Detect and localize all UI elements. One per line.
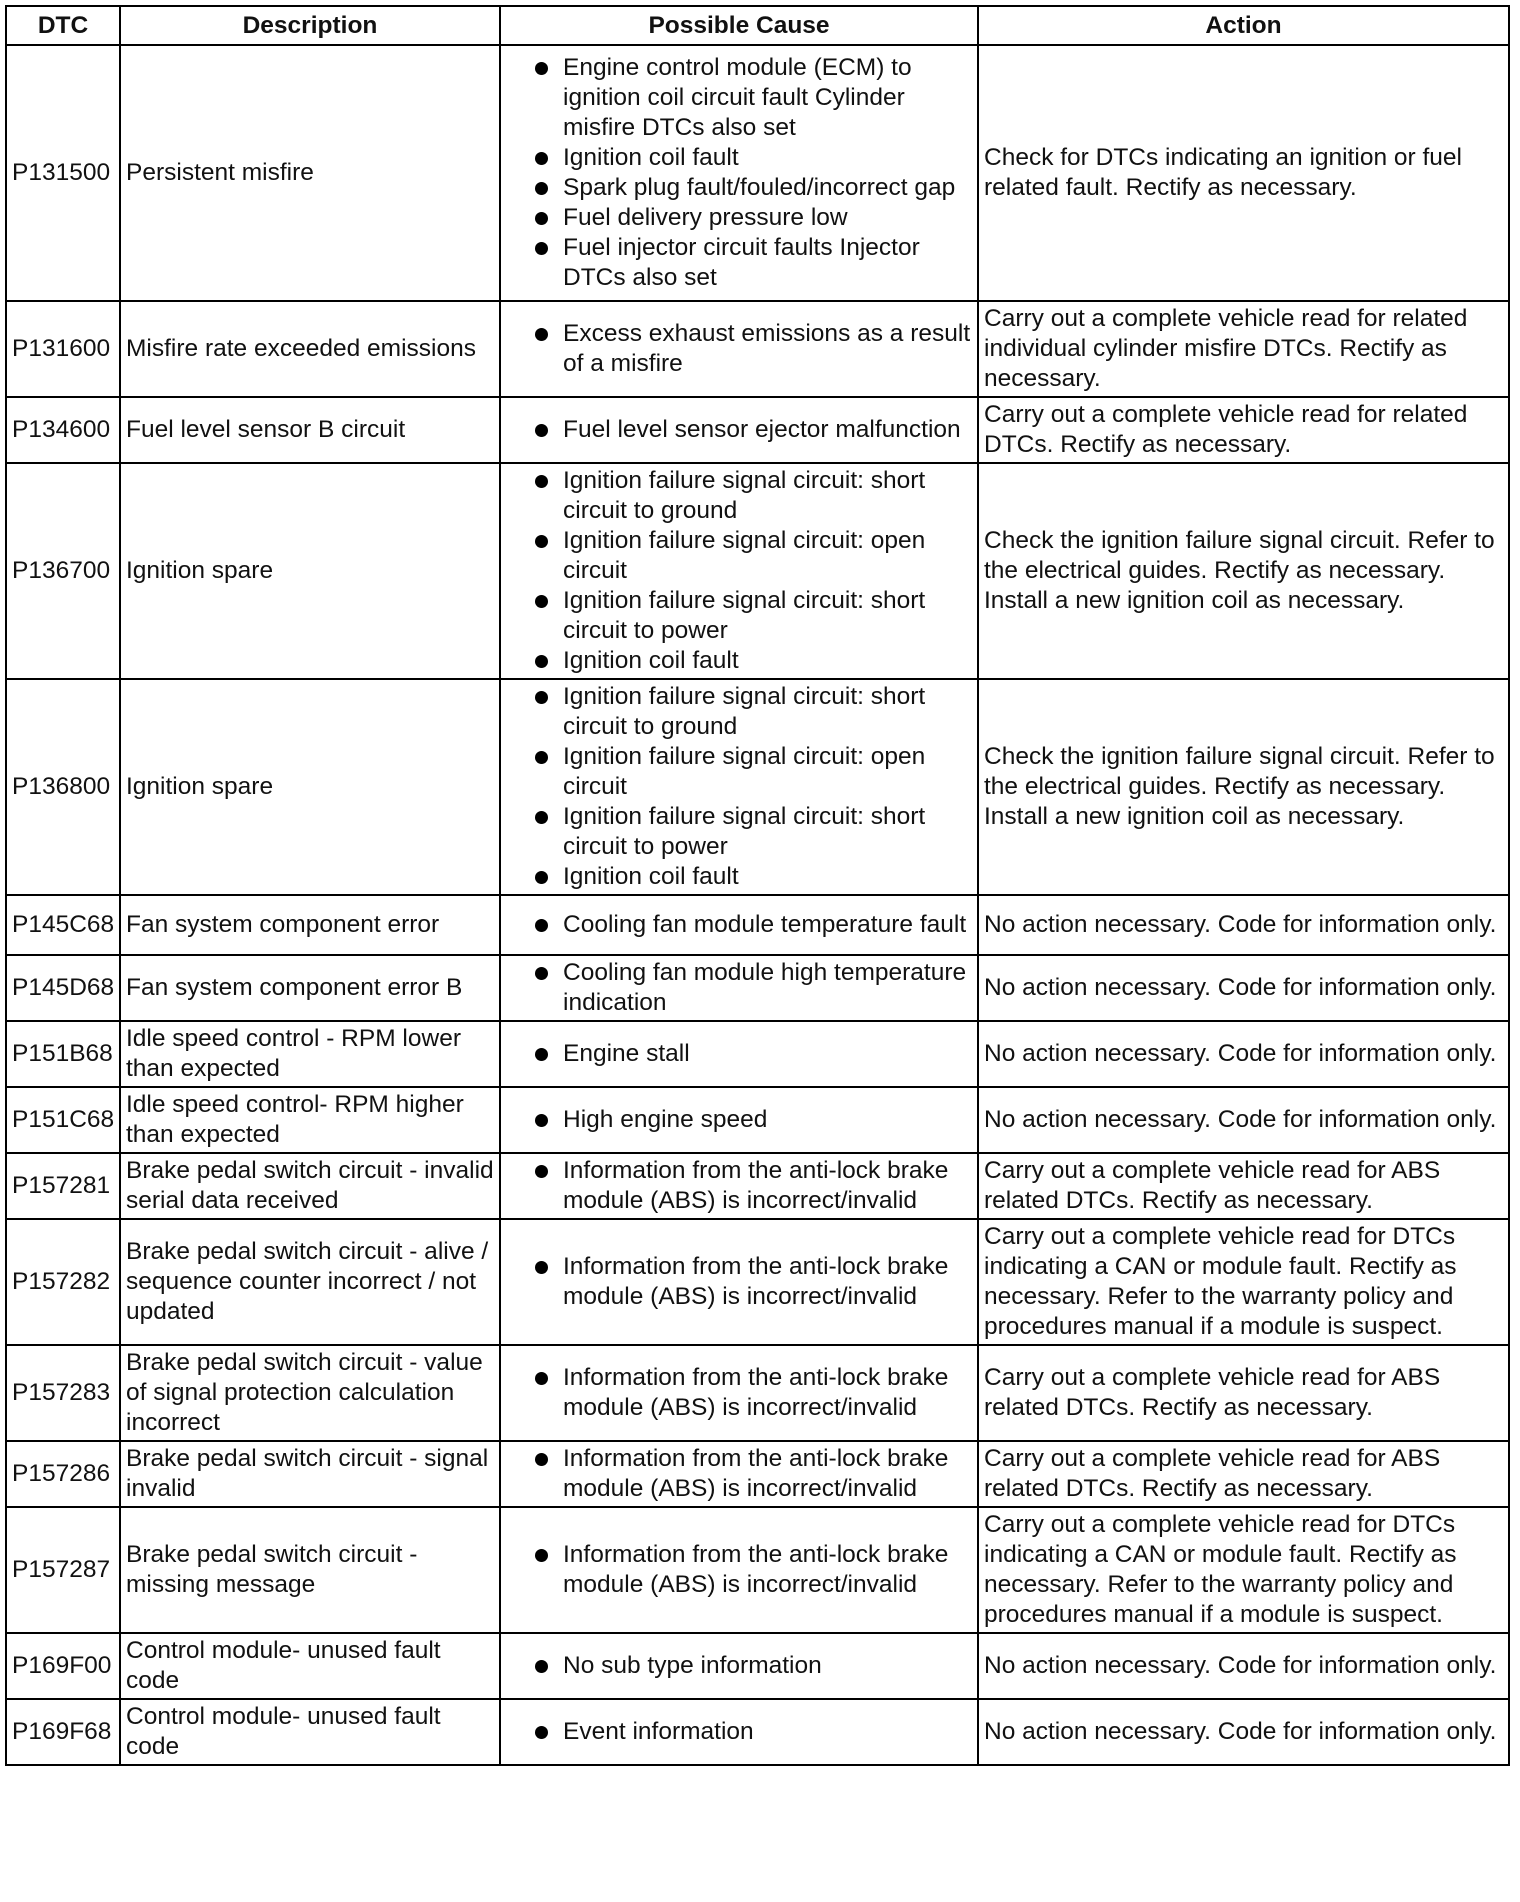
- cause-item: Information from the anti-lock brake module (ABS) is incorrect/invalid: [506, 1363, 972, 1423]
- table-header-row: [6, 6, 1509, 45]
- dtc-code: P136800: [6, 679, 120, 895]
- header-description: Description: [120, 6, 500, 45]
- dtc-description: Control module- unused fault code: [120, 1633, 500, 1699]
- cause-item: Cooling fan module high temperature indication: [506, 958, 972, 1018]
- action-text: No action necessary. Code for information only.: [978, 895, 1509, 955]
- possible-cause-cell: [500, 1021, 978, 1087]
- action-text: Check the ignition failure signal circuit. Refer to the electrical guides. Rectify as necessary. Install a new ignition coil as necessary.: [978, 463, 1509, 679]
- table-row: [6, 1087, 1509, 1153]
- cause-item: Ignition failure signal circuit: open circuit: [506, 526, 972, 586]
- cause-list: [506, 1105, 972, 1135]
- header-dtc: DTC: [6, 6, 120, 45]
- cause-list: [506, 1717, 972, 1747]
- dtc-description: Idle speed control - RPM lower than expected: [120, 1021, 500, 1087]
- cause-list: [506, 319, 972, 379]
- cause-list: [506, 1363, 972, 1423]
- possible-cause-cell: [500, 1087, 978, 1153]
- cause-item: Information from the anti-lock brake module (ABS) is incorrect/invalid: [506, 1444, 972, 1504]
- cause-item: Event information: [506, 1717, 972, 1747]
- cause-item: Ignition coil fault: [506, 862, 972, 892]
- possible-cause-cell: [500, 301, 978, 397]
- table-row: [6, 1219, 1509, 1345]
- possible-cause-cell: [500, 463, 978, 679]
- dtc-table: [5, 5, 1510, 1766]
- cause-list: [506, 958, 972, 1018]
- dtc-code: P157286: [6, 1441, 120, 1507]
- dtc-description: Brake pedal switch circuit - missing message: [120, 1507, 500, 1633]
- cause-list: [506, 1444, 972, 1504]
- cause-item: Excess exhaust emissions as a result of a misfire: [506, 319, 972, 379]
- dtc-code: P145D68: [6, 955, 120, 1021]
- cause-list: [506, 1540, 972, 1600]
- table-row: [6, 955, 1509, 1021]
- possible-cause-cell: [500, 1219, 978, 1345]
- table-row: [6, 1507, 1509, 1633]
- cause-item: Engine stall: [506, 1039, 972, 1069]
- possible-cause-cell: [500, 679, 978, 895]
- cause-list: [506, 466, 972, 676]
- dtc-code: P169F00: [6, 1633, 120, 1699]
- cause-item: High engine speed: [506, 1105, 972, 1135]
- dtc-code: P157283: [6, 1345, 120, 1441]
- cause-item: Ignition failure signal circuit: open circuit: [506, 742, 972, 802]
- table-row: [6, 397, 1509, 463]
- dtc-code: P157282: [6, 1219, 120, 1345]
- cause-item: Information from the anti-lock brake module (ABS) is incorrect/invalid: [506, 1540, 972, 1600]
- cause-item: Information from the anti-lock brake module (ABS) is incorrect/invalid: [506, 1252, 972, 1312]
- header-action: Action: [978, 6, 1509, 45]
- cause-item: Fuel level sensor ejector malfunction: [506, 415, 972, 445]
- dtc-description: Brake pedal switch circuit - invalid serial data received: [120, 1153, 500, 1219]
- cause-item: Ignition failure signal circuit: short circuit to ground: [506, 466, 972, 526]
- cause-list: [506, 682, 972, 892]
- dtc-code: P151B68: [6, 1021, 120, 1087]
- possible-cause-cell: [500, 45, 978, 301]
- table-row: [6, 679, 1509, 895]
- cause-item: Cooling fan module temperature fault: [506, 910, 972, 940]
- cause-list: [506, 53, 972, 293]
- dtc-code: P169F68: [6, 1699, 120, 1765]
- action-text: Check the ignition failure signal circuit. Refer to the electrical guides. Rectify as necessary. Install a new ignition coil as necessary.: [978, 679, 1509, 895]
- possible-cause-cell: [500, 1699, 978, 1765]
- cause-item: Ignition coil fault: [506, 143, 972, 173]
- cause-list: [506, 1252, 972, 1312]
- action-text: No action necessary. Code for information only.: [978, 1087, 1509, 1153]
- action-text: No action necessary. Code for information only.: [978, 1021, 1509, 1087]
- cause-item: Ignition failure signal circuit: short circuit to power: [506, 586, 972, 646]
- cause-list: [506, 415, 972, 445]
- dtc-code: P151C68: [6, 1087, 120, 1153]
- action-text: Carry out a complete vehicle read for DTCs indicating a CAN or module fault. Rectify as necessary. Refer to the warranty policy and procedures manual if a module is suspect.: [978, 1219, 1509, 1345]
- table-row: [6, 1021, 1509, 1087]
- action-text: Carry out a complete vehicle read for ABS related DTCs. Rectify as necessary.: [978, 1441, 1509, 1507]
- dtc-code: P157281: [6, 1153, 120, 1219]
- dtc-description: Persistent misfire: [120, 45, 500, 301]
- action-text: No action necessary. Code for information only.: [978, 955, 1509, 1021]
- dtc-code: P131600: [6, 301, 120, 397]
- action-text: Carry out a complete vehicle read for ABS related DTCs. Rectify as necessary.: [978, 1153, 1509, 1219]
- dtc-code: P136700: [6, 463, 120, 679]
- table-row: [6, 301, 1509, 397]
- table-row: [6, 1441, 1509, 1507]
- cause-item: Fuel injector circuit faults Injector DTCs also set: [506, 233, 972, 293]
- dtc-description: Fan system component error: [120, 895, 500, 955]
- action-text: Carry out a complete vehicle read for DTCs indicating a CAN or module fault. Rectify as necessary. Refer to the warranty policy and procedures manual if a module is suspect.: [978, 1507, 1509, 1633]
- dtc-description: Misfire rate exceeded emissions: [120, 301, 500, 397]
- cause-item: Fuel delivery pressure low: [506, 203, 972, 233]
- header-possible-cause: Possible Cause: [500, 6, 978, 45]
- table-row: [6, 1633, 1509, 1699]
- cause-list: [506, 910, 972, 940]
- dtc-code: P157287: [6, 1507, 120, 1633]
- cause-list: [506, 1651, 972, 1681]
- cause-item: Ignition coil fault: [506, 646, 972, 676]
- dtc-description: Ignition spare: [120, 463, 500, 679]
- action-text: Carry out a complete vehicle read for related DTCs. Rectify as necessary.: [978, 397, 1509, 463]
- dtc-description: Ignition spare: [120, 679, 500, 895]
- possible-cause-cell: [500, 1507, 978, 1633]
- dtc-description: Brake pedal switch circuit - signal invalid: [120, 1441, 500, 1507]
- cause-item: Engine control module (ECM) to ignition coil circuit fault Cylinder misfire DTCs also set: [506, 53, 972, 143]
- dtc-description: Brake pedal switch circuit - alive / sequence counter incorrect / not updated: [120, 1219, 500, 1345]
- cause-item: Ignition failure signal circuit: short circuit to power: [506, 802, 972, 862]
- possible-cause-cell: [500, 895, 978, 955]
- table-row: [6, 895, 1509, 955]
- table-body: [6, 45, 1509, 1765]
- dtc-code: P145C68: [6, 895, 120, 955]
- cause-item: No sub type information: [506, 1651, 972, 1681]
- table-row: [6, 1153, 1509, 1219]
- dtc-code: P134600: [6, 397, 120, 463]
- cause-item: Information from the anti-lock brake module (ABS) is incorrect/invalid: [506, 1156, 972, 1216]
- cause-list: [506, 1039, 972, 1069]
- cause-list: [506, 1156, 972, 1216]
- dtc-code: P131500: [6, 45, 120, 301]
- table-row: [6, 1345, 1509, 1441]
- table-row: [6, 45, 1509, 301]
- possible-cause-cell: [500, 1153, 978, 1219]
- table-row: [6, 1699, 1509, 1765]
- table-row: [6, 463, 1509, 679]
- possible-cause-cell: [500, 1441, 978, 1507]
- action-text: Carry out a complete vehicle read for ABS related DTCs. Rectify as necessary.: [978, 1345, 1509, 1441]
- cause-item: Ignition failure signal circuit: short circuit to ground: [506, 682, 972, 742]
- possible-cause-cell: [500, 1345, 978, 1441]
- dtc-description: Fan system component error B: [120, 955, 500, 1021]
- dtc-description: Control module- unused fault code: [120, 1699, 500, 1765]
- dtc-description: Idle speed control- RPM higher than expected: [120, 1087, 500, 1153]
- action-text: No action necessary. Code for information only.: [978, 1699, 1509, 1765]
- dtc-description: Fuel level sensor B circuit: [120, 397, 500, 463]
- possible-cause-cell: [500, 397, 978, 463]
- possible-cause-cell: [500, 1633, 978, 1699]
- action-text: No action necessary. Code for information only.: [978, 1633, 1509, 1699]
- dtc-description: Brake pedal switch circuit - value of signal protection calculation incorrect: [120, 1345, 500, 1441]
- possible-cause-cell: [500, 955, 978, 1021]
- action-text: Carry out a complete vehicle read for related individual cylinder misfire DTCs. Rectify as necessary.: [978, 301, 1509, 397]
- action-text: Check for DTCs indicating an ignition or fuel related fault. Rectify as necessary.: [978, 45, 1509, 301]
- cause-item: Spark plug fault/fouled/incorrect gap: [506, 173, 972, 203]
